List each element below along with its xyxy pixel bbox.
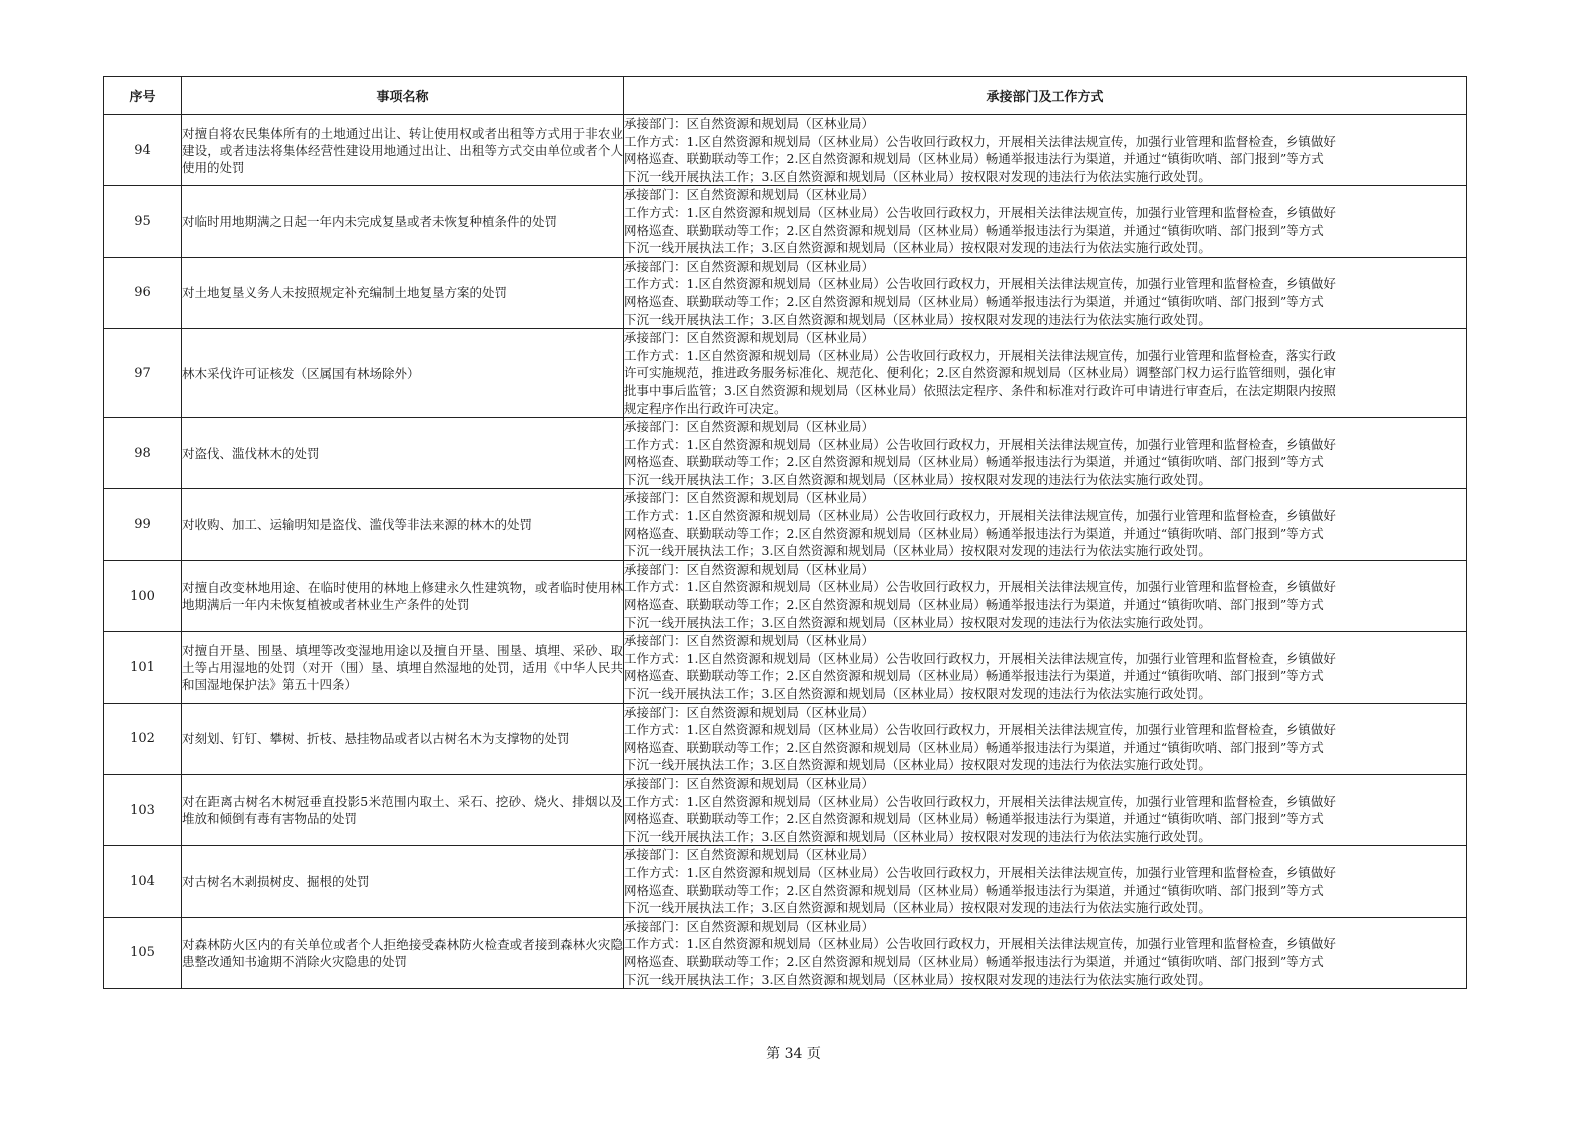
row-item-name: 对擅自改变林地用途、在临时使用的林地上修建永久性建筑物，或者临时使用林地期满后一年内未恢复植被或者林业生产条件的处罚 — [182, 560, 624, 631]
department-method-line: 工作方式：1.区自然资源和规划局（区林业局）公告收回行政权力，开展相关法律法规宣传，加强行业管理和监督检查，乡镇做好 — [624, 650, 1336, 666]
row-seq-number: 95 — [104, 186, 182, 257]
row-item-name: 对在距离古树名木树冠垂直投影5米范围内取土、采石、挖砂、烧火、排烟以及堆放和倾倒有毒有害物品的处罚 — [182, 774, 624, 845]
row-seq-number: 99 — [104, 489, 182, 560]
department-method-line: 承接部门：区自然资源和规划局（区林业局） — [624, 490, 875, 506]
row-seq-number: 98 — [104, 418, 182, 489]
department-method-line: 网格巡查、联勤联动等工作；2.区自然资源和规划局（区林业局）畅通举报违法行为渠道，并通过“镇街吹哨、部门报到”等方式 — [624, 293, 1324, 309]
department-method-line: 承接部门：区自然资源和规划局（区林业局） — [624, 633, 875, 649]
row-item-name: 对收购、加工、运输明知是盗伐、滥伐等非法来源的林木的处罚 — [182, 489, 624, 560]
department-method-line: 网格巡查、联勤联动等工作；2.区自然资源和规划局（区林业局）畅通举报违法行为渠道，并通过“镇街吹哨、部门报到”等方式 — [624, 151, 1324, 167]
header-department-method: 承接部门及工作方式 — [624, 77, 1467, 115]
table-header-row — [104, 77, 1467, 115]
department-method-line: 工作方式：1.区自然资源和规划局（区林业局）公告收回行政权力，开展相关法律法规宣传，加强行业管理和监督检查，落实行政 — [624, 347, 1336, 363]
department-method-line: 工作方式：1.区自然资源和规划局（区林业局）公告收回行政权力，开展相关法律法规宣传，加强行业管理和监督检查，乡镇做好 — [624, 204, 1336, 220]
table-body — [104, 115, 1467, 989]
row-department-method — [624, 846, 1467, 917]
department-method-line: 工作方式：1.区自然资源和规划局（区林业局）公告收回行政权力，开展相关法律法规宣传，加强行业管理和监督检查，乡镇做好 — [624, 579, 1336, 595]
department-method-line: 下沉一线开展执法工作；3.区自然资源和规划局（区林业局）按权限对发现的违法行为依法实施行政处罚。 — [624, 614, 1211, 630]
row-seq-number: 100 — [104, 560, 182, 631]
department-method-line: 网格巡查、联勤联动等工作；2.区自然资源和规划局（区林业局）畅通举报违法行为渠道，并通过“镇街吹哨、部门报到”等方式 — [624, 953, 1324, 969]
department-method-line: 承接部门：区自然资源和规划局（区林业局） — [624, 847, 875, 863]
row-item-name: 对土地复垦义务人未按照规定补充编制土地复垦方案的处罚 — [182, 257, 624, 328]
department-method-line: 工作方式：1.区自然资源和规划局（区林业局）公告收回行政权力，开展相关法律法规宣传，加强行业管理和监督检查，乡镇做好 — [624, 276, 1336, 292]
department-method-line: 下沉一线开展执法工作；3.区自然资源和规划局（区林业局）按权限对发现的违法行为依法实施行政处罚。 — [624, 311, 1211, 327]
row-department-method — [624, 917, 1467, 988]
department-method-line: 工作方式：1.区自然资源和规划局（区林业局）公告收回行政权力，开展相关法律法规宣传，加强行业管理和监督检查，乡镇做好 — [624, 864, 1336, 880]
department-method-line: 承接部门：区自然资源和规划局（区林业局） — [624, 775, 875, 791]
department-method-line: 下沉一线开展执法工作；3.区自然资源和规划局（区林业局）按权限对发现的违法行为依法实施行政处罚。 — [624, 240, 1211, 256]
table-row — [104, 703, 1467, 774]
department-method-line: 网格巡查、联勤联动等工作；2.区自然资源和规划局（区林业局）畅通举报违法行为渠道，并通过“镇街吹哨、部门报到”等方式 — [624, 525, 1324, 541]
row-department-method — [624, 115, 1467, 186]
department-method-line: 工作方式：1.区自然资源和规划局（区林业局）公告收回行政权力，开展相关法律法规宣传，加强行业管理和监督检查，乡镇做好 — [624, 436, 1336, 452]
row-item-name: 对刻划、钉钉、攀树、折枝、悬挂物品或者以古树名木为支撑物的处罚 — [182, 703, 624, 774]
table-row — [104, 846, 1467, 917]
department-method-line: 工作方式：1.区自然资源和规划局（区林业局）公告收回行政权力，开展相关法律法规宣传，加强行业管理和监督检查，乡镇做好 — [624, 936, 1336, 952]
table-row — [104, 774, 1467, 845]
department-method-line: 下沉一线开展执法工作；3.区自然资源和规划局（区林业局）按权限对发现的违法行为依法实施行政处罚。 — [624, 828, 1211, 844]
department-method-line: 下沉一线开展执法工作；3.区自然资源和规划局（区林业局）按权限对发现的违法行为依法实施行政处罚。 — [624, 757, 1211, 773]
row-department-method — [624, 418, 1467, 489]
department-method-line: 网格巡查、联勤联动等工作；2.区自然资源和规划局（区林业局）畅通举报违法行为渠道，并通过“镇街吹哨、部门报到”等方式 — [624, 882, 1324, 898]
department-method-line: 网格巡查、联勤联动等工作；2.区自然资源和规划局（区林业局）畅通举报违法行为渠道，并通过“镇街吹哨、部门报到”等方式 — [624, 739, 1324, 755]
department-method-line: 承接部门：区自然资源和规划局（区林业局） — [624, 258, 875, 274]
header-item-name: 事项名称 — [182, 77, 624, 115]
department-method-line: 工作方式：1.区自然资源和规划局（区林业局）公告收回行政权力，开展相关法律法规宣传，加强行业管理和监督检查，乡镇做好 — [624, 722, 1336, 738]
row-item-name: 对古树名木剥损树皮、掘根的处罚 — [182, 846, 624, 917]
row-seq-number: 96 — [104, 257, 182, 328]
department-method-line: 承接部门：区自然资源和规划局（区林业局） — [624, 187, 875, 203]
row-item-name: 对擅自将农民集体所有的土地通过出让、转让使用权或者出租等方式用于非农业建设，或者违法将集体经营性建设用地通过出让、出租等方式交由单位或者个人使用的处罚 — [182, 115, 624, 186]
department-method-line: 网格巡查、联勤联动等工作；2.区自然资源和规划局（区林业局）畅通举报违法行为渠道，并通过“镇街吹哨、部门报到”等方式 — [624, 597, 1324, 613]
department-method-line: 下沉一线开展执法工作；3.区自然资源和规划局（区林业局）按权限对发现的违法行为依法实施行政处罚。 — [624, 471, 1211, 487]
department-method-line: 下沉一线开展执法工作；3.区自然资源和规划局（区林业局）按权限对发现的违法行为依法实施行政处罚。 — [624, 168, 1211, 184]
row-department-method — [624, 329, 1467, 418]
row-department-method — [624, 560, 1467, 631]
table-row — [104, 257, 1467, 328]
department-method-line: 网格巡查、联勤联动等工作；2.区自然资源和规划局（区林业局）畅通举报违法行为渠道，并通过“镇街吹哨、部门报到”等方式 — [624, 222, 1324, 238]
row-item-name: 林木采伐许可证核发（区属国有林场除外） — [182, 329, 624, 418]
department-method-line: 承接部门：区自然资源和规划局（区林业局） — [624, 561, 875, 577]
row-seq-number: 104 — [104, 846, 182, 917]
department-method-line: 下沉一线开展执法工作；3.区自然资源和规划局（区林业局）按权限对发现的违法行为依法实施行政处罚。 — [624, 971, 1211, 987]
department-method-line: 承接部门：区自然资源和规划局（区林业局） — [624, 918, 875, 934]
row-seq-number: 105 — [104, 917, 182, 988]
row-department-method — [624, 186, 1467, 257]
row-item-name: 对森林防火区内的有关单位或者个人拒绝接受森林防火检查或者接到森林火灾隐患整改通知书逾期不消除火灾隐患的处罚 — [182, 917, 624, 988]
row-department-method — [624, 632, 1467, 703]
department-method-line: 承接部门：区自然资源和规划局（区林业局） — [624, 330, 875, 346]
department-method-line: 下沉一线开展执法工作；3.区自然资源和规划局（区林业局）按权限对发现的违法行为依法实施行政处罚。 — [624, 543, 1211, 559]
row-item-name: 对临时用地期满之日起一年内未完成复垦或者未恢复种植条件的处罚 — [182, 186, 624, 257]
row-seq-number: 101 — [104, 632, 182, 703]
header-seq: 序号 — [104, 77, 182, 115]
table-row — [104, 632, 1467, 703]
row-department-method — [624, 257, 1467, 328]
row-seq-number: 94 — [104, 115, 182, 186]
table-row — [104, 115, 1467, 186]
department-method-line: 工作方式：1.区自然资源和规划局（区林业局）公告收回行政权力，开展相关法律法规宣传，加强行业管理和监督检查，乡镇做好 — [624, 793, 1336, 809]
items-table — [103, 76, 1467, 989]
row-item-name: 对盗伐、滥伐林木的处罚 — [182, 418, 624, 489]
department-method-line: 承接部门：区自然资源和规划局（区林业局） — [624, 419, 875, 435]
department-method-line: 下沉一线开展执法工作；3.区自然资源和规划局（区林业局）按权限对发现的违法行为依法实施行政处罚。 — [624, 900, 1211, 916]
table-row — [104, 329, 1467, 418]
department-method-line: 网格巡查、联勤联动等工作；2.区自然资源和规划局（区林业局）畅通举报违法行为渠道，并通过“镇街吹哨、部门报到”等方式 — [624, 668, 1324, 684]
department-method-line: 承接部门：区自然资源和规划局（区林业局） — [624, 116, 875, 131]
department-method-line: 规定程序作出行政许可决定。 — [624, 400, 787, 416]
department-method-line: 网格巡查、联勤联动等工作；2.区自然资源和规划局（区林业局）畅通举报违法行为渠道，并通过“镇街吹哨、部门报到”等方式 — [624, 811, 1324, 827]
department-method-line: 承接部门：区自然资源和规划局（区林业局） — [624, 704, 875, 720]
department-method-line: 网格巡查、联勤联动等工作；2.区自然资源和规划局（区林业局）畅通举报违法行为渠道，并通过“镇街吹哨、部门报到”等方式 — [624, 454, 1324, 470]
row-seq-number: 103 — [104, 774, 182, 845]
table-row — [104, 489, 1467, 560]
row-seq-number: 97 — [104, 329, 182, 418]
department-method-line: 许可实施规范，推进政务服务标准化、规范化、便利化；2.区自然资源和规划局（区林业局）调整部门权力运行监管细则，强化审 — [624, 365, 1336, 381]
table-row — [104, 418, 1467, 489]
page-number: 第 34 页 — [766, 1046, 821, 1062]
row-department-method — [624, 489, 1467, 560]
department-method-line: 工作方式：1.区自然资源和规划局（区林业局）公告收回行政权力，开展相关法律法规宣传，加强行业管理和监督检查，乡镇做好 — [624, 508, 1336, 524]
department-method-line: 工作方式：1.区自然资源和规划局（区林业局）公告收回行政权力，开展相关法律法规宣传，加强行业管理和监督检查，乡镇做好 — [624, 133, 1336, 149]
row-department-method — [624, 774, 1467, 845]
table-row — [104, 560, 1467, 631]
department-method-line: 下沉一线开展执法工作；3.区自然资源和规划局（区林业局）按权限对发现的违法行为依法实施行政处罚。 — [624, 686, 1211, 701]
table-row — [104, 917, 1467, 988]
row-item-name: 对擅自开垦、围垦、填埋等改变湿地用途以及擅自开垦、围垦、填埋、采砂、取土等占用湿地的处罚（对开（围）垦、填埋自然湿地的处罚，适用《中华人民共和国湿地保护法》第五十四条） — [182, 632, 624, 703]
table-row — [104, 186, 1467, 257]
row-department-method — [624, 703, 1467, 774]
row-seq-number: 102 — [104, 703, 182, 774]
department-method-line: 批事中事后监管；3.区自然资源和规划局（区林业局）依照法定程序、条件和标准对行政许可申请进行审查后，在法定期限内按照 — [624, 382, 1336, 398]
